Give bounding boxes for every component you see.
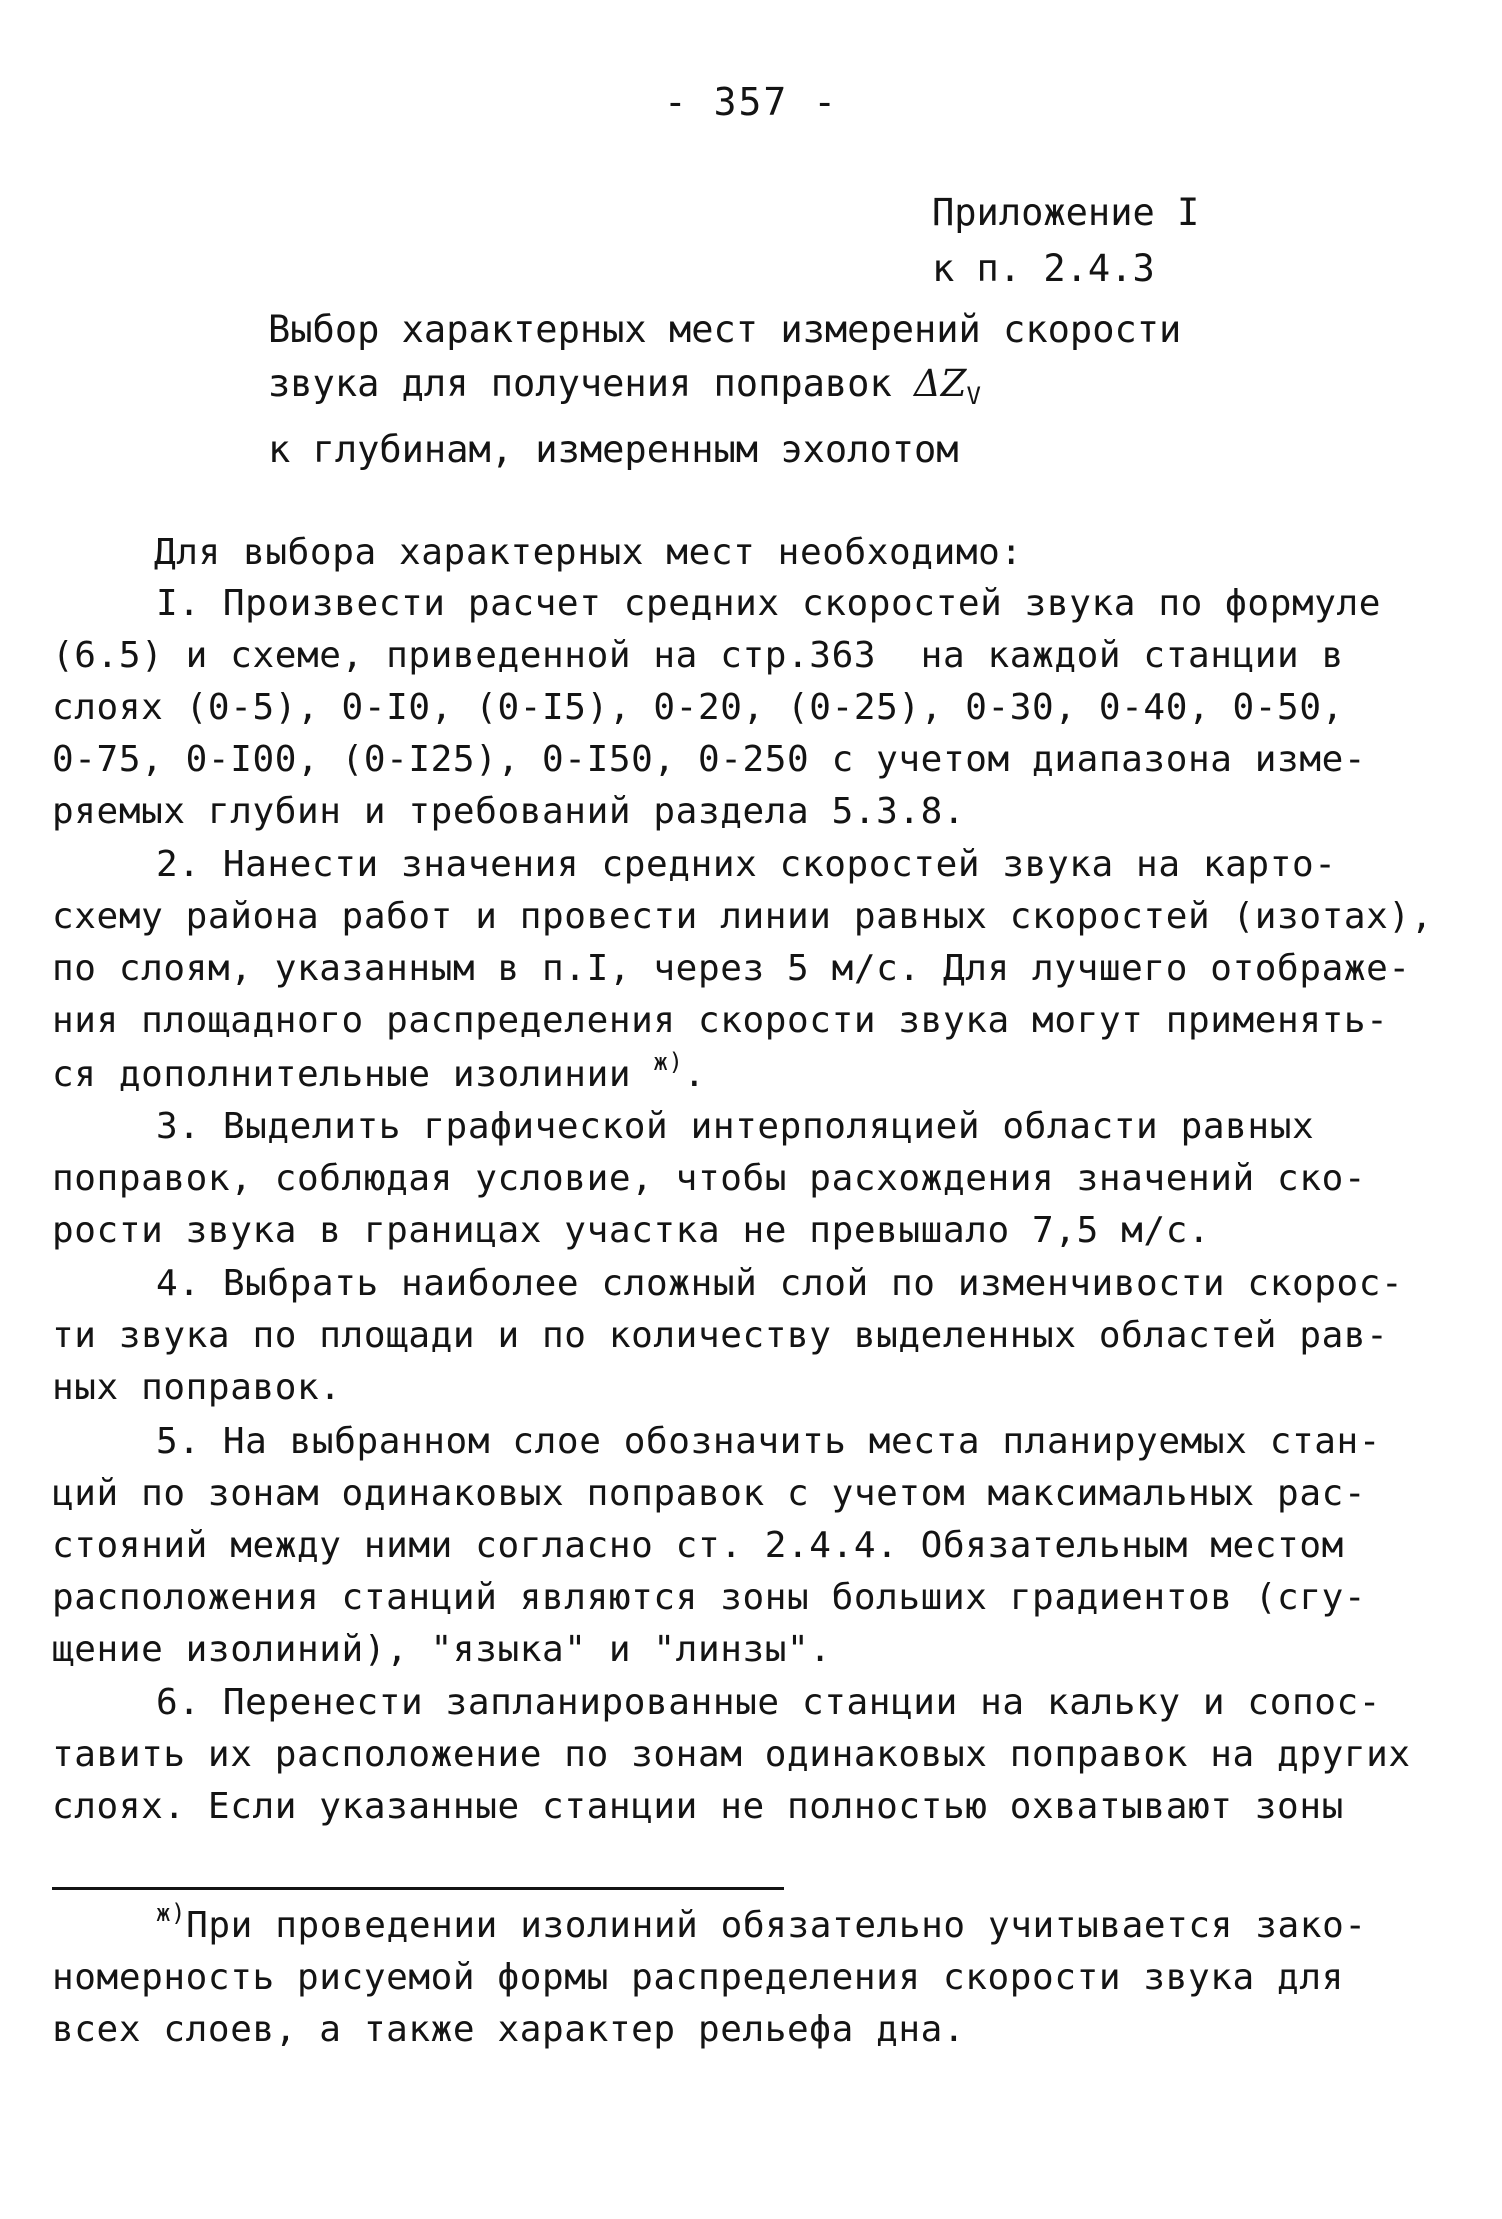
sentence-end: .	[683, 1054, 706, 1095]
appendix-label: Приложение I	[932, 191, 1200, 234]
paragraph-line: 5. На выбранном слое обозначить места планируемых стан-	[156, 1421, 1382, 1462]
footnote-marker: ж)	[156, 1899, 187, 1927]
paragraph-line	[52, 1049, 706, 1104]
paragraph-line: схему района работ и провести линии равных скоростей (изотах),	[52, 896, 1433, 937]
footnote-line: номерность рисуемой формы распределения скорости звука для	[52, 1957, 1344, 1998]
paragraph-line: слоях. Если указанные станции не полностью охватывают зоны	[52, 1786, 1344, 1827]
appendix-reference	[932, 185, 1199, 297]
paragraph-line: ти звука по площади и по количеству выделенных областей рав-	[52, 1315, 1389, 1356]
paragraph-line: по слоям, указанным в п.I, через 5 м/с. Для лучшего отображе-	[52, 948, 1411, 989]
footnote-line: всех слоев, а также характер рельефа дна.	[52, 2009, 966, 2050]
paragraph-line: щение изолиний), "языка" и "линзы".	[52, 1629, 832, 1670]
title-line: Выбор характерных мест измерений скорости	[268, 308, 1182, 351]
correction-subscript: V	[966, 382, 981, 410]
footnote-separator	[52, 1887, 784, 1890]
paragraph-line: 0-75, 0-I00, (0-I25), 0-I50, 0-250 с учетом диапазона изме-	[52, 739, 1367, 780]
paragraph-line: ций по зонам одинаковых поправок с учетом максимальных рас-	[52, 1473, 1367, 1514]
paragraph-line: стояний между ними согласно ст. 2.4.4. Обязательным местом	[52, 1525, 1344, 1566]
paragraph-line: 2. Нанести значения средних скоростей звука на карто-	[156, 844, 1337, 885]
paragraph-line: рости звука в границах участка не превышало 7,5 м/с.	[52, 1210, 1211, 1251]
paragraph-line: 3. Выделить графической интерполяцией области равных	[156, 1106, 1315, 1147]
paragraph-line: поправок, соблюдая условие, чтобы расхождения значений ско-	[52, 1158, 1367, 1199]
paragraph-text: ся дополнительные изолинии	[52, 1054, 632, 1095]
paragraph-line: 4. Выбрать наиболее сложный слой по изменчивости скорос-	[156, 1263, 1404, 1304]
paragraph-line: слоях (0-5), 0-I0, (0-I5), 0-20, (0-25), 0-30, 0-40, 0-50,	[52, 687, 1344, 728]
footnote-marker: ж)	[653, 1048, 684, 1076]
paragraph-line: I. Произвести расчет средних скоростей звука по формуле	[156, 583, 1382, 624]
paragraph-line: ряемых глубин и требований раздела 5.3.8.	[52, 791, 966, 832]
paragraph-line: (6.5) и схеме, приведенной на стр.363 на каждой станции в	[52, 635, 1344, 676]
intro-line: Для выбора характерных мест необходимо:	[154, 532, 1023, 573]
page-number: - 357 -	[663, 80, 839, 124]
document-title	[268, 303, 1181, 477]
title-text: звука для получения поправок	[268, 362, 892, 405]
paragraph-line: расположения станций являются зоны больших градиентов (сгу-	[52, 1577, 1367, 1618]
title-line	[268, 357, 1181, 423]
paragraph-line: ных поправок.	[52, 1367, 342, 1408]
title-line: к глубинам, измеренным эхолотом	[268, 428, 959, 471]
paragraph-line: тавить их расположение по зонам одинаковых поправок на других	[52, 1734, 1411, 1775]
appendix-clause: к п. 2.4.3	[932, 247, 1155, 290]
paragraph-line: 6. Перенести запланированные станции на кальку и сопос-	[156, 1682, 1382, 1723]
correction-symbol: ΔZ	[914, 362, 967, 405]
footnote-text: При проведении изолиний обязательно учитывается зако-	[186, 1905, 1367, 1946]
footnote-line	[156, 1900, 1367, 1955]
paragraph-line: ния площадного распределения скорости звука могут применять-	[52, 1000, 1389, 1041]
